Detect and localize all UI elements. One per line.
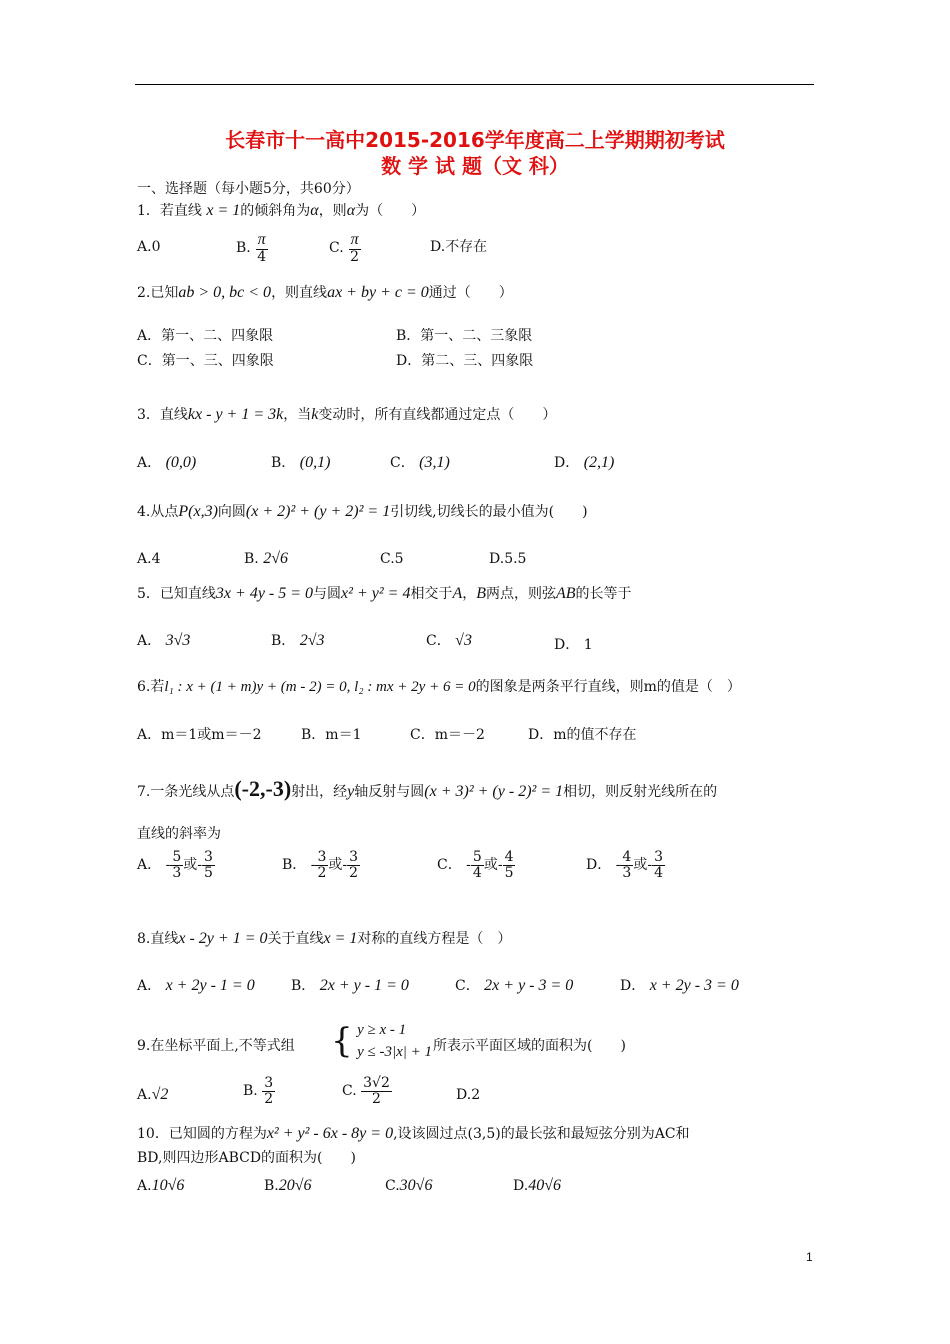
- q2-option-c: C．第一、三、四象限: [137, 353, 274, 369]
- q3-option-c: C． (3,1): [390, 454, 450, 471]
- q8-option-d: D． x + 2y - 3 = 0: [620, 977, 739, 994]
- question-7-continued: 直线的斜率为: [137, 826, 221, 842]
- question-7: 7.一条光线从点(-2,-3)射出，经y轴反射与圆(x + 3)² + (y - 2)² = 1相切，则反射光线所在的: [137, 776, 718, 801]
- q10-option-b: B.20√6: [264, 1177, 312, 1194]
- q3-option-b: B． (0,1): [271, 454, 331, 471]
- q1-option-b: B. $\frac{\pi}{4}$: [236, 231, 267, 265]
- q10-option-c: C.30√6: [385, 1177, 433, 1194]
- question-10: 10．已知圆的方程为x² + y² - 6x - 8y = 0,设该圆过点(3,5)的最长弦和最短弦分别为AC和: [137, 1125, 690, 1142]
- question-9: 9.在坐标平面上,不等式组: [137, 1038, 295, 1054]
- q5-option-b: B． 2√3: [271, 632, 325, 649]
- q4-option-b: B. 2√6: [244, 550, 288, 567]
- q6-option-b: B．m＝1: [301, 727, 362, 743]
- q4-option-d: D.5.5: [489, 551, 527, 567]
- exam-title: 长春市十一高中2015-2016学年度高二上学期期初考试: [225, 128, 725, 152]
- question-1: 1．若直线 x = 1的倾斜角为α，则α为（ ）: [137, 202, 426, 219]
- question-8: 8.直线x - 2y + 1 = 0关于直线x = 1对称的直线方程是（ ）: [137, 930, 512, 947]
- question-2: 2.已知ab > 0, bc < 0，则直线ax + by + c = 0通过（ ）: [137, 284, 513, 301]
- q4-option-c: C.5: [380, 551, 404, 567]
- q9-option-b: B. $\frac{3}{2}$: [243, 1075, 274, 1107]
- q7-option-c: C． - $\frac{5}{4}$ 或- $\frac{4}{5}$: [437, 849, 514, 881]
- q2-option-d: D．第二、三、四象限: [396, 353, 534, 369]
- q5-option-a: A． 3√3: [137, 632, 191, 649]
- question-5: 5．已知直线3x + 4y - 5 = 0与圆x² + y² = 4相交于A，B两点，则弦AB的长等于: [137, 585, 632, 602]
- q6-option-d: D．m的值不存在: [528, 727, 637, 743]
- q8-option-a: A． x + 2y - 1 = 0: [137, 977, 255, 994]
- q1-option-d: D.不存在: [430, 239, 488, 255]
- q8-option-b: B． 2x + y - 1 = 0: [291, 977, 409, 994]
- q8-option-c: C． 2x + y - 3 = 0: [455, 977, 574, 994]
- header-rule: [135, 84, 814, 85]
- q9-inequality-system: { y ≥ x - 1 y ≤ -3|x| + 1: [331, 1021, 433, 1061]
- q7-option-b: B． - $\frac{3}{2}$ 或- $\frac{3}{2}$: [282, 849, 359, 881]
- q9-option-d: D.2: [456, 1087, 481, 1103]
- q7-option-d: D． - $\frac{4}{3}$ 或- $\frac{3}{4}$: [586, 849, 663, 881]
- question-9-tail: 所表示平面区域的面积为( ): [433, 1038, 626, 1054]
- q6-option-a: A．m＝1或m＝－2: [137, 727, 262, 743]
- question-4: 4.从点P(x,3)向圆(x + 2)² + (y + 2)² = 1引切线,切线长的最小值为( ): [137, 503, 588, 520]
- question-10-continued: BD,则四边形ABCD的面积为( ): [137, 1150, 356, 1166]
- q3-option-a: A． (0,0): [137, 454, 197, 471]
- question-3: 3．直线kx - y + 1 = 3k，当k变动时，所有直线都通过定点（ ）: [137, 406, 557, 423]
- q4-option-a: A.4: [137, 551, 161, 567]
- q7-option-a: A． - $\frac{5}{3}$ 或- $\frac{3}{5}$: [137, 849, 213, 881]
- q6-option-c: C．m＝－2: [410, 727, 485, 743]
- q9-option-c: C. $\frac{3√2}{2}$: [342, 1075, 390, 1107]
- question-6: 6.若l₁ : x + (1 + m)y + (m - 2) = 0, l₂ : mx + 2y + 6 = 0的图象是两条平行直线，则m的值是（ ）: [137, 679, 741, 695]
- q10-option-d: D.40√6: [513, 1177, 561, 1194]
- exam-subtitle: 数 学 试 题（文 科）: [381, 154, 569, 178]
- q10-option-a: A.10√6: [137, 1177, 185, 1194]
- q3-option-d: D． (2,1): [554, 454, 615, 471]
- q5-option-c: C． √3: [426, 632, 472, 649]
- q1-option-c: C. $\frac{\pi}{2}$: [329, 231, 360, 265]
- page-number: 1: [806, 1250, 813, 1264]
- q2-option-b: B．第一、二、三象限: [396, 328, 533, 344]
- q1-option-a: A.0: [137, 239, 161, 255]
- q2-option-a: A．第一、二、四象限: [137, 328, 274, 344]
- section-heading: 一、选择题（每小题5分，共60分）: [137, 181, 360, 197]
- q5-option-d: D． 1: [554, 637, 593, 653]
- q9-option-a: A.√2: [137, 1086, 169, 1103]
